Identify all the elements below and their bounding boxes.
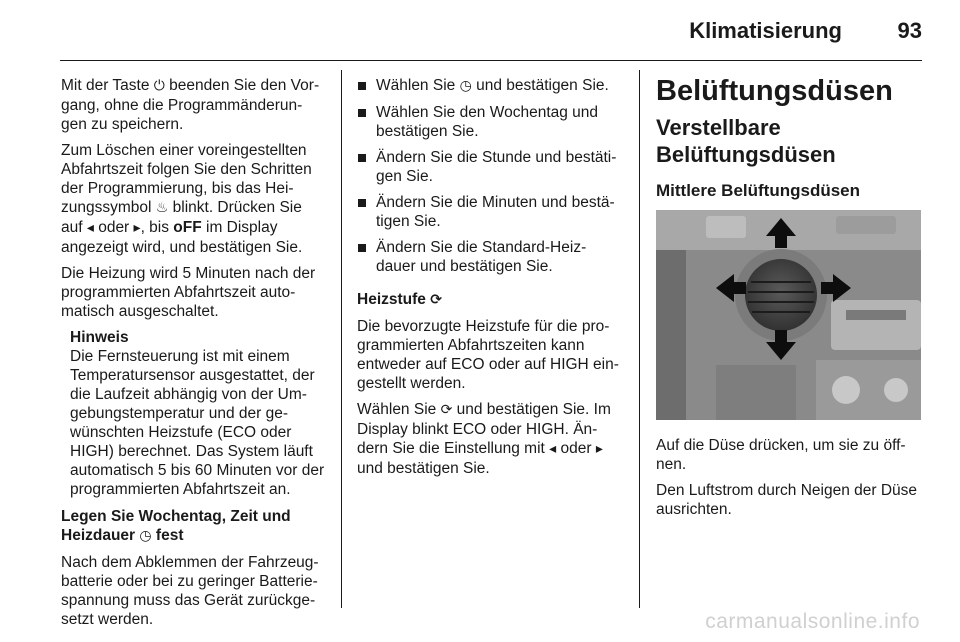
header-rule <box>60 60 922 61</box>
bullet-square-icon <box>358 154 366 162</box>
list-item: Wählen Sie ◷ und bestätigen Sie. <box>357 76 623 96</box>
subsection-heading: Verstellbare Belüftungsdüsen <box>656 115 836 167</box>
off-label: oFF <box>173 219 202 236</box>
bullet-square-icon <box>358 244 366 252</box>
page-number: 93 <box>897 18 922 43</box>
left-arrow-button-icon: ◂ <box>86 220 94 236</box>
vent-illustration <box>656 210 921 420</box>
sub-subsection-heading: Mittlere Belüftungsdüsen <box>656 181 861 200</box>
bullet-square-icon <box>358 109 366 117</box>
page-title: Klimatisierung <box>689 18 842 43</box>
paragraph-delete: Zum Löschen einer voreingestellten Abfahrtszeit folgen Sie den Schritten der Programmierung, bis das Hei-zungssymbol ♨ blinkt. Drücken Sie auf ◂ oder ▸, bis oFF im Display angezeigt wird, und bestätigen Sie. <box>61 142 312 256</box>
subheading-set-time: Legen Sie Wochentag, Zeit und Heizdauer ◷ fest <box>61 508 291 544</box>
heating-icon: ♨ <box>155 200 169 216</box>
section-heading: Belüftungsdüsen <box>656 75 893 107</box>
left-arrow-button-icon: ◂ <box>549 441 557 457</box>
column-3 <box>656 76 922 526</box>
paragraph-select-heat: Wählen Sie ⟳ und bestätigen Sie. Im Display blinkt ECO oder HIGH. Än-dern Sie die Einstellung mit ◂ oder ▸ und bestätigen Sie. <box>357 401 611 477</box>
list-item: Ändern Sie die Standard-Heiz-dauer und bestätigen Sie. <box>357 238 623 276</box>
heat-level-icon: ⟳ <box>430 292 442 308</box>
vent-photo <box>656 210 921 420</box>
list-item: Ändern Sie die Stunde und bestäti-gen Sie. <box>357 148 623 186</box>
column-divider-2 <box>639 70 640 608</box>
clock-icon: ◷ <box>139 528 152 544</box>
bullet-square-icon <box>358 199 366 207</box>
column-1 <box>61 76 327 636</box>
paragraph-reset: Nach dem Abklemmen der Fahrzeug-batterie oder bei zu geringer Batterie-spannung muss das Gerät zurückge-setzt werden. <box>61 554 319 628</box>
page-header <box>0 0 960 60</box>
paragraph-open-vent: Auf die Düse drücken, um sie zu öff-nen. <box>656 437 906 473</box>
paragraph-heat-level: Die bevorzugte Heizstufe für die pro-grammierten Abfahrtszeiten kann entweder auf ECO oder auf HIGH ein-gestellt werden. <box>357 318 619 392</box>
note-text: Die Fernsteuerung ist mit einem Temperatursensor ausgestattet, der die Laufzeit abhängig von der Um-gebungstemperatur und der ge-wünschten Heizstufe (ECO oder HIGH) berechnet. Das System läuft automatisch 5 bis 60 Minuten vor der programmierten Abfahrtszeit an. <box>70 348 325 498</box>
power-button-icon: ⏻ <box>153 78 165 94</box>
bullet-square-icon <box>358 82 366 90</box>
column-2 <box>357 76 623 485</box>
watermark: carmanualsonline.info <box>705 610 920 633</box>
note-box <box>70 328 327 499</box>
heat-level-icon: ⟳ <box>440 402 453 418</box>
column-divider-1 <box>341 70 342 608</box>
clock-icon: ◷ <box>459 78 472 94</box>
right-arrow-button-icon: ▸ <box>133 220 141 236</box>
steps-list <box>357 76 623 276</box>
subheading-heat-level: Heizstufe ⟳ <box>357 291 442 308</box>
paragraph-cancel: Mit der Taste ⏻ beenden Sie den Vor-gang, ohne die Programmänderun-gen zu speichern. <box>61 77 320 133</box>
list-item: Ändern Sie die Minuten und bestä-tigen Sie. <box>357 193 623 231</box>
list-item: Wählen Sie den Wochentag und bestätigen Sie. <box>357 103 623 141</box>
right-arrow-button-icon: ▸ <box>595 441 603 457</box>
paragraph-direct-airflow: Den Luftstrom durch Neigen der Düse ausrichten. <box>656 482 918 518</box>
paragraph-auto-off: Die Heizung wird 5 Minuten nach der programmierten Abfahrtszeit auto-matisch ausgeschaltet. <box>61 265 316 320</box>
note-heading: Hinweis <box>70 329 129 346</box>
